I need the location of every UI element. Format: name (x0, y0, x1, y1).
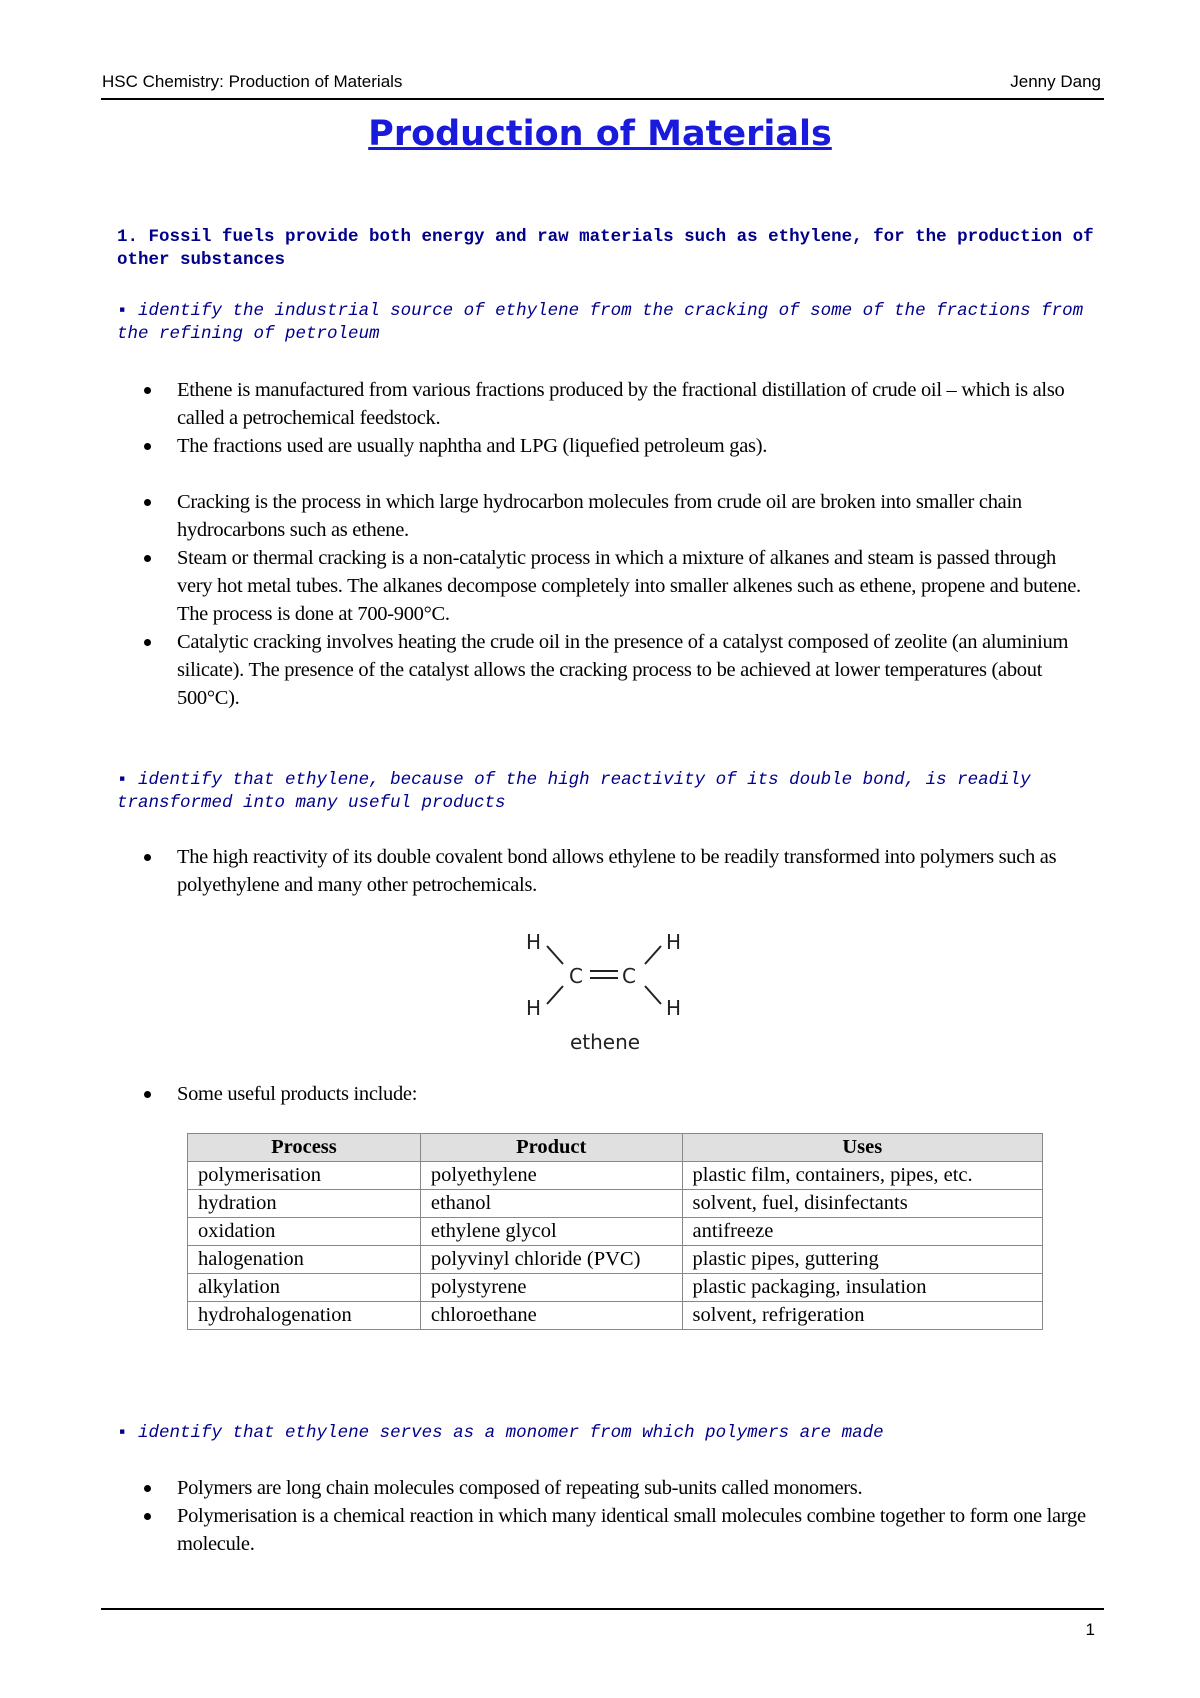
table-cell: solvent, fuel, disinfectants (682, 1190, 1042, 1218)
list-item: Steam or thermal cracking is a non-catalytic process in which a mixture of alkanes and steam is passed through very hot metal tubes. The alkanes decompose completely into smaller alkenes such as ethene, propene and butene. The process is done at 700-900°C. (144, 544, 1089, 628)
atom-h: H (666, 996, 682, 1020)
outcome-marker-icon: ▪ (117, 301, 128, 321)
outcome-text: identify the industrial source of ethylene from the cracking of some of the fractions from the refining of petroleum (117, 301, 1084, 344)
header-author: Jenny Dang (1010, 72, 1101, 91)
syllabus-outcome-2 (117, 769, 1097, 815)
table-cell: solvent, refrigeration (682, 1302, 1042, 1330)
header-course-title: HSC Chemistry: Production of Materials (102, 72, 403, 91)
list-item: The fractions used are usually naphtha and LPG (liquefied petroleum gas). (144, 432, 1089, 460)
table-cell: chloroethane (420, 1302, 682, 1330)
table-cell: ethanol (420, 1190, 682, 1218)
list-item: The high reactivity of its double covalent bond allows ethylene to be readily transformed into polymers such as polyethylene and many other petrochemicals. (144, 843, 1089, 899)
table-cell: polymerisation (188, 1162, 421, 1190)
table-cell: hydration (188, 1190, 421, 1218)
table-cell: alkylation (188, 1274, 421, 1302)
single-bond (645, 946, 661, 964)
table-row (188, 1218, 1043, 1246)
table-cell: antifreeze (682, 1218, 1042, 1246)
table-cell: polyvinyl chloride (PVC) (420, 1246, 682, 1274)
table-cell: plastic film, containers, pipes, etc. (682, 1162, 1042, 1190)
single-bond (547, 986, 563, 1004)
outcome-marker-icon: ▪ (117, 1423, 128, 1443)
page-footer (101, 1608, 1104, 1639)
page-title: Production of Materials (368, 114, 832, 154)
outcome-marker-icon: ▪ (117, 770, 128, 790)
list-item: Polymers are long chain molecules composed of repeating sub-units called monomers. (144, 1474, 1089, 1502)
syllabus-outcome-1 (117, 300, 1097, 346)
single-bond (547, 946, 563, 964)
table-cell: plastic pipes, guttering (682, 1246, 1042, 1274)
table-cell: oxidation (188, 1218, 421, 1246)
atom-c: C (569, 964, 583, 988)
table-cell: plastic packaging, insulation (682, 1274, 1042, 1302)
table-cell: polyethylene (420, 1162, 682, 1190)
list-item: Some useful products include: (144, 1080, 1089, 1108)
table-cell: polystyrene (420, 1274, 682, 1302)
page-header (101, 70, 1104, 100)
atom-h: H (666, 930, 682, 954)
bullet-list-reactivity (144, 843, 1089, 899)
single-bond (645, 986, 661, 1004)
table-row (188, 1274, 1043, 1302)
list-item: Cracking is the process in which large hydrocarbon molecules from crude oil are broken into smaller chain hydrocarbons such as ethene. (144, 488, 1089, 544)
atom-h: H (526, 996, 542, 1020)
table-row (188, 1246, 1043, 1274)
page-number: 1 (1085, 1620, 1095, 1639)
outcome-text: identify that ethylene serves as a monomer from which polymers are made (138, 1423, 884, 1443)
outcome-text: identify that ethylene, because of the high reactivity of its double bond, is readily transformed into many useful products (117, 770, 1031, 813)
list-item: Ethene is manufactured from various fractions produced by the fractional distillation of crude oil – which is also called a petrochemical feedstock. (144, 376, 1089, 432)
table-cell: halogenation (188, 1246, 421, 1274)
table-cell: hydrohalogenation (188, 1302, 421, 1330)
column-header: Product (420, 1134, 682, 1162)
ethene-structure-diagram (515, 920, 695, 1050)
section-heading: 1. Fossil fuels provide both energy and raw materials such as ethylene, for the production of other substances (117, 227, 1094, 270)
column-header: Uses (682, 1134, 1042, 1162)
atom-c: C (622, 964, 636, 988)
bullet-list-polymers (144, 1474, 1089, 1558)
bullet-list-products (144, 1080, 1089, 1108)
molecule-caption: ethene (569, 1030, 641, 1050)
table-row (188, 1302, 1043, 1330)
table-header-row (188, 1134, 1043, 1162)
list-item: Catalytic cracking involves heating the crude oil in the presence of a catalyst composed of zeolite (an aluminium silicate). The presence of the catalyst allows the cracking process to be achieved at lower temperatures (about 500°C). (144, 628, 1089, 712)
atom-h: H (526, 930, 542, 954)
bullet-list-cracking (144, 376, 1089, 712)
products-table (187, 1133, 1043, 1330)
list-item: Polymerisation is a chemical reaction in which many identical small molecules combine together to form one large molecule. (144, 1502, 1089, 1558)
column-header: Process (188, 1134, 421, 1162)
table-cell: ethylene glycol (420, 1218, 682, 1246)
syllabus-outcome-3 (117, 1422, 1097, 1445)
table-row (188, 1190, 1043, 1218)
table-row (188, 1162, 1043, 1190)
